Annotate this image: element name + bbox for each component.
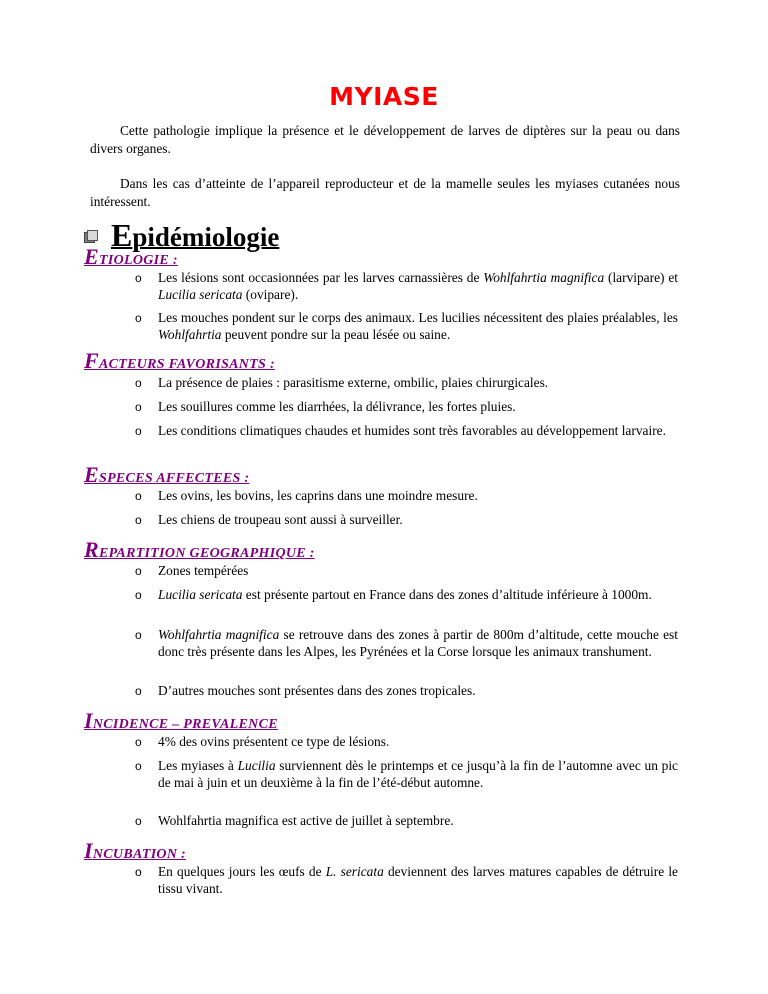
list-item: o Lucilia sericata est présente partout en France dans des zones d’altitude inférieure à 1000m. xyxy=(135,587,652,602)
list-item: o Les chiens de troupeau sont aussi à surveiller. xyxy=(135,512,403,527)
subheading-incubation: INCUBATION : xyxy=(84,838,187,863)
list-item: o En quelques jours les œufs de L. sericata deviennent des larves matures capables de détruire le tissu vivant. xyxy=(135,864,678,896)
subheading-repartition-geographique: REPARTITION GEOGRAPHIQUE : xyxy=(84,537,315,562)
list-item: o Les souillures comme les diarrhées, la délivrance, les fortes pluies. xyxy=(135,399,516,414)
subheading-especes-affectees: ESPECES AFFECTEES : xyxy=(84,462,250,487)
section-bullet-icon xyxy=(84,230,96,242)
subheading-facteurs-favorisants: FACTEURS FAVORISANTS : xyxy=(84,348,275,373)
list-item: o Wohlfahrtia magnifica se retrouve dans des zones à partir de 800m d’altitude, cette mouche est donc très présente dans les Alpes, les Pyrénées et la Corse lorsque les animaux transhument. xyxy=(135,627,678,659)
list-item: o Les mouches pondent sur le corps des animaux. Les lucilies nécessitent des plaies préalables, les Wohlfahrtia peuvent pondre sur la peau lésée ou saine. xyxy=(135,310,678,342)
list-item: o Les lésions sont occasionnées par les larves carnassières de Wohlfahrtia magnifica (larvipare) et Lucilia sericata (ovipare). xyxy=(135,270,678,302)
subheading-etiologie: ETIOLOGIE : xyxy=(84,244,178,269)
list-item: o Wohlfahrtia magnifica est active de juillet à septembre. xyxy=(135,813,454,828)
list-item: o Les ovins, les bovins, les caprins dans une moindre mesure. xyxy=(135,488,478,503)
list-item: o D’autres mouches sont présentes dans des zones tropicales. xyxy=(135,683,476,698)
subheading-incidence-prevalence: INCIDENCE – PREVALENCE xyxy=(84,708,278,733)
list-item: o La présence de plaies : parasitisme externe, ombilic, plaies chirurgicales. xyxy=(135,375,549,390)
list-item: o Zones tempérées xyxy=(135,563,249,578)
section-heading-text: Epidémiologie xyxy=(111,217,280,253)
list-item: o Les conditions climatiques chaudes et humides sont très favorables au développement larvaire. xyxy=(135,423,666,438)
list-item: o 4% des ovins présentent ce type de lésions. xyxy=(135,734,390,749)
intro-paragraph-1: Cette pathologie implique la présence et le développement de larves de diptères sur la peau ou dans divers organes. xyxy=(90,123,680,156)
list-item: o Les myiases à Lucilia surviennent dès le printemps et ce jusqu’à la fin de l’automne avec un pic de mai à juin et un deuxième à la fin de l’été-début automne. xyxy=(135,758,678,790)
intro-paragraph-2: Dans les cas d’atteinte de l’appareil reproducteur et de la mamelle seules les myiases cutanées nous intéressent. xyxy=(90,176,680,209)
document-title: MYIASE xyxy=(329,82,439,111)
